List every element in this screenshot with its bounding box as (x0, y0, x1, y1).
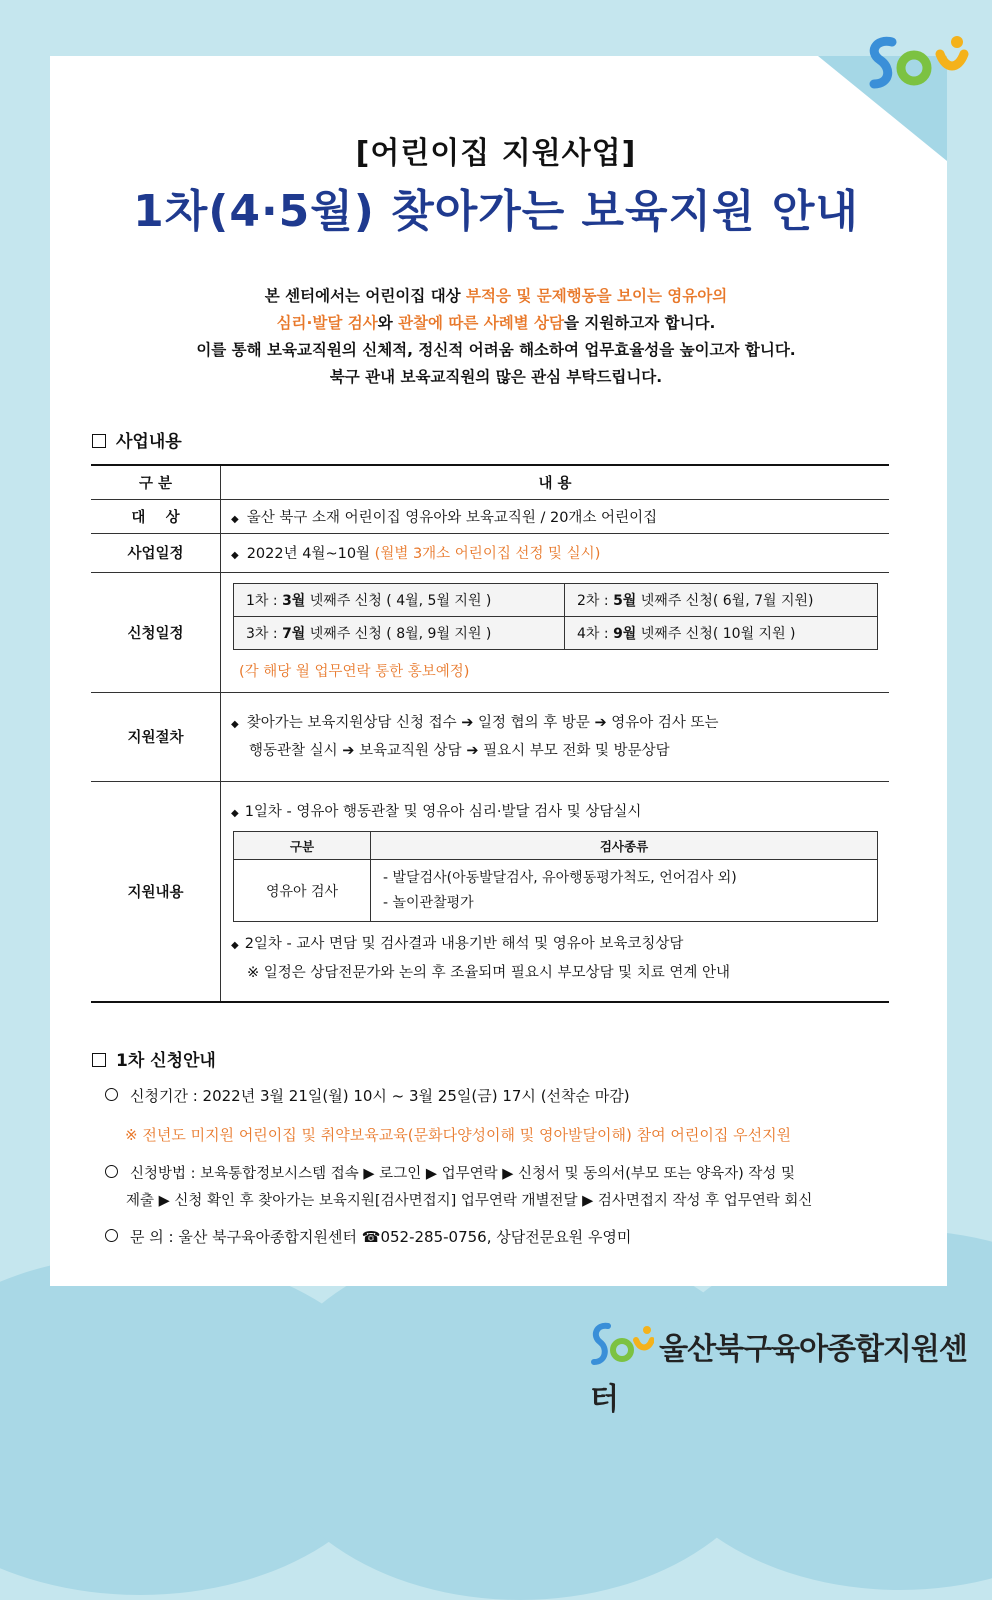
arrow-icon: ➔ (594, 714, 607, 731)
business-table (91, 464, 889, 1003)
intro-text: 와 (377, 314, 399, 332)
page-title: [어린이집 지원사업] (355, 136, 637, 171)
circle-bullet-icon (105, 1229, 118, 1242)
row-value-content: ◆ 1일차 - 영유아 행동관찰 및 영유아 심리·발달 검사 및 상담실시 구분 검사종류 영유아 검사 - 발달검사(아동발달검사, 유아행동평가척도, 언어검사 외) - 놀이관찰평가 ◆ 2일차 - 교사 면담 및 검사결과 내용기반 해석 및 영유아 보육코칭상담 ※ 일정은 상담전문가와 논의 후 조율되며 필요시 부모상담 및 치료 연계 안내 (221, 781, 890, 1002)
test-table (233, 831, 878, 922)
row-key-target: 대 상 (91, 499, 221, 533)
apply-period: 신청기간 : 2022년 3월 21일(월) 10시 ~ 3월 25일(금) 17시 (선착순 마감) (105, 1085, 630, 1106)
row-value-apply (221, 572, 890, 692)
round-cell: 2차 : 5월 넷째주 신청( 6월, 7월 지원) (565, 584, 878, 617)
test-row-key: 영유아 검사 (234, 860, 371, 922)
intro-text: 본 센터에서는 어린이집 대상 (264, 287, 467, 305)
section-heading-business: 사업내용 (92, 427, 182, 452)
intro-text: 을 지원하고자 합니다. (563, 314, 716, 332)
day2-note: ※ 일정은 상담전문가와 논의 후 조율되며 필요시 부모상담 및 치료 연계 안내 (247, 965, 731, 982)
priority-note: ※ 전년도 미지원 어린이집 및 취약보육교육(문화다양성이해 및 영아발달이해) 참여 어린이집 우선지원 (125, 1126, 792, 1144)
intro-highlight: 부적응 및 문제행동을 보이는 영유아의 (466, 287, 728, 305)
diamond-bullet-icon: ◆ (231, 718, 239, 730)
checkbox-icon (92, 1053, 106, 1067)
diamond-bullet-icon: ◆ (231, 808, 239, 820)
apply-rounds-table (233, 583, 878, 650)
table-header-value: 내 용 (221, 465, 890, 499)
circle-bullet-icon (105, 1165, 118, 1178)
diamond-bullet-icon: ◆ (231, 550, 239, 561)
contact-info: 문 의 : 울산 북구육아종합지원센터 ☎052-285-0756, 상담전문요원 우영미 (105, 1226, 631, 1247)
test-col-header: 검사종류 (371, 832, 878, 860)
arrow-icon: ➔ (342, 742, 355, 759)
test-row-items: - 발달검사(아동발달검사, 유아행동평가척도, 언어검사 외) - 놀이관찰평가 (371, 860, 878, 922)
page-subtitle: 1차(4·5월) 찾아가는 보육지원 안내 (133, 186, 859, 237)
diamond-bullet-icon: ◆ (231, 513, 239, 525)
intro-highlight: 심리·발달 검사 (276, 314, 378, 332)
diamond-bullet-icon: ◆ (231, 940, 239, 952)
circle-bullet-icon (105, 1088, 118, 1101)
row-key-schedule: 사업일정 (91, 533, 221, 572)
center-logo-icon (590, 1318, 654, 1374)
arrow-icon: ➔ (461, 714, 474, 731)
row-value-target: ◆ 울산 북구 소재 어린이집 영유아와 보육교직원 / 20개소 어린이집 (221, 499, 890, 533)
apply-note: (각 해당 월 업무연락 통한 홍보예정) (239, 664, 470, 680)
row-value-schedule: ◆ 2022년 4월~10월 (월별 3개소 어린이집 선정 및 실시) (221, 533, 890, 572)
arrow-icon: ➔ (466, 742, 479, 759)
footer-org-name: 울산북구육아종합지원센터 (590, 1332, 967, 1417)
row-key-content: 지원내용 (91, 781, 221, 1002)
apply-method: 신청방법 : 보육통합정보시스템 접속 ▶ 로그인 ▶ 업무연락 ▶ 신청서 및 동의서(부모 또는 양육자) 작성 및 (105, 1162, 795, 1183)
row-value-process: ◆ 찾아가는 보육지원상담 신청 접수 ➔ 일정 협의 후 방문 ➔ 영유아 검사 또는 행동관찰 실시 ➔ 보육교직원 상담 ➔ 필요시 부모 전화 및 방문상담 (221, 692, 890, 781)
test-col-header: 구분 (234, 832, 371, 860)
apply-method-cont: 제출 ▶ 신청 확인 후 찾아가는 보육지원[검사면접지] 업무연락 개별전달 ▶ 검사면접지 작성 후 업무연락 회신 (126, 1193, 813, 1209)
table-header-key: 구 분 (91, 465, 221, 499)
round-cell: 1차 : 3월 넷째주 신청 ( 4월, 5월 지원 ) (234, 584, 565, 617)
intro-paragraph (60, 283, 932, 391)
section-heading-apply: 1차 신청안내 (92, 1046, 216, 1071)
intro-highlight: 관찰에 따른 사례별 상담 (398, 314, 564, 332)
footer-logo (590, 1318, 992, 1418)
intro-text: 북구 관내 보육교직원의 많은 관심 부탁드립니다. (329, 368, 663, 386)
round-cell: 4차 : 9월 넷째주 신청( 10월 지원 ) (565, 617, 878, 650)
checkbox-icon (92, 434, 106, 448)
intro-text: 이를 통해 보육교직원의 신체적, 정신적 어려움 해소하여 업무효율성을 높이고자 합니다. (196, 341, 796, 359)
row-key-apply: 신청일정 (91, 572, 221, 692)
center-logo (862, 28, 974, 100)
round-cell: 3차 : 7월 넷째주 신청 ( 8월, 9월 지원 ) (234, 617, 565, 650)
row-key-process: 지원절차 (91, 692, 221, 781)
